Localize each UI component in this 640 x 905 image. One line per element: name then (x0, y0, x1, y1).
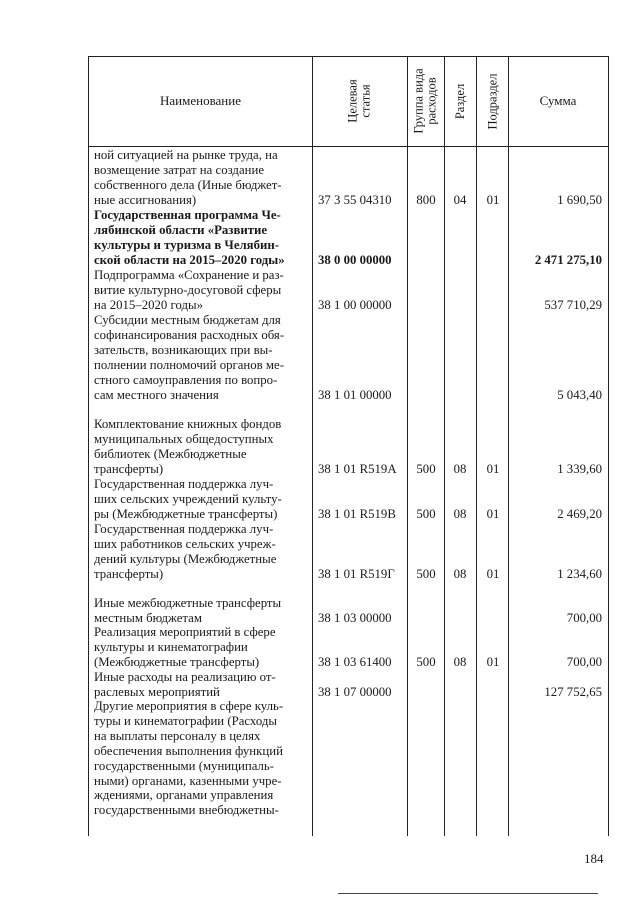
row-sum: 1 234,60 (557, 566, 602, 581)
row-name: Подпрограмма «Сохранение и раз- витие культурно-досуговой сферы на 2015–2020 годы» (94, 268, 284, 312)
col-divider-name (312, 56, 313, 836)
row-sum: 537 710,29 (544, 297, 602, 312)
page-number: 184 (584, 851, 604, 866)
row-name: Государственная поддержка луч- ших работников сельских учреж- дений культуры (Межбюджетные трансферты) (94, 522, 277, 581)
row-subsection: 01 (486, 566, 500, 581)
header-name (88, 56, 313, 146)
row-code: 38 1 00 00000 (318, 297, 392, 312)
header-code-line1: Целевая (346, 79, 360, 123)
col-divider-section (476, 56, 477, 836)
row-name: Другие мероприятия в сфере куль- туры и кинематографии (Расходы на выплаты персоналу в целях обеспечения выполнения функций государственными (муниципаль- ными) органами, казенными учре- ждениями, органами управления государственными внебюджетны- (94, 699, 284, 818)
row-sum: 127 752,65 (544, 684, 602, 699)
row-code: 38 1 01 00000 (318, 387, 392, 402)
row-name: Государственная поддержка луч- ших сельских учреждений культу- ры (Межбюджетные трансферты) (94, 477, 282, 521)
row-subsection: 01 (486, 461, 500, 476)
header-group-text (413, 68, 439, 133)
row-code: 37 3 55 04310 (318, 192, 392, 207)
row-group: 500 (416, 566, 436, 581)
header-subsection-text: Подраздел (485, 73, 499, 129)
row-code: 38 1 01 R519В (318, 506, 396, 521)
row-name: Субсидии местным бюджетам для софинансирования расходных обя- зательств, возникающих при вы- полнении полномочий органов ме- стного самоуправления по вопро- сам местного значения (94, 313, 285, 402)
row-code: 38 1 03 61400 (318, 654, 392, 669)
row-sum: 2 471 275,10 (534, 252, 602, 267)
row-sum: 700,00 (566, 610, 602, 625)
row-name: Комплектование книжных фондов муниципальных общедоступных библиотек (Межбюджетные трансферты) (94, 417, 282, 476)
row-name: ной ситуацией на рынке труда, на возмещение затрат на создание собственного дела (Иные бюджет- ные ассигнования) (94, 148, 282, 207)
row-section: 04 (453, 192, 467, 207)
col-divider-subsection (508, 56, 509, 836)
row-code: 38 1 01 R519А (318, 461, 397, 476)
row-group: 500 (416, 654, 436, 669)
row-name: Иные расходы на реализацию от- раслевых мероприятий (94, 670, 276, 699)
row-section: 08 (453, 566, 467, 581)
row-group: 500 (416, 506, 436, 521)
header-group-line1: Группа вида (412, 68, 427, 134)
row-code: 38 1 07 00000 (318, 684, 392, 699)
row-section: 08 (453, 654, 467, 669)
header-code-line2: статья (359, 84, 373, 118)
row-group: 800 (416, 192, 436, 207)
row-group: 500 (416, 461, 436, 476)
row-section: 08 (453, 506, 467, 521)
header-name-text: Наименование (160, 93, 241, 108)
col-divider-group (444, 56, 445, 836)
row-name: Реализация мероприятий в сфере культуры и кинематографии (Межбюджетные трансферты) (94, 625, 276, 669)
row-sum: 1 339,60 (557, 461, 602, 476)
row-code: 38 0 00 00000 (318, 252, 392, 267)
header-code (313, 56, 407, 146)
header-group (408, 56, 444, 146)
header-section (445, 56, 476, 146)
table-right-border (608, 56, 609, 836)
header-subsection (477, 56, 508, 146)
row-name: Государственная программа Че- лябинской области «Развитие культуры и туризма в Челябин- ской области на 2015–2020 годы» (94, 208, 285, 267)
header-sum (508, 56, 608, 146)
row-sum: 1 690,50 (557, 192, 602, 207)
row-subsection: 01 (486, 506, 500, 521)
row-sum: 2 469,20 (557, 506, 602, 521)
row-sum: 700,00 (566, 654, 602, 669)
header-sum-text: Сумма (539, 93, 577, 108)
table-left-border (88, 56, 89, 836)
header-section-text: Раздел (453, 83, 468, 119)
row-name: Иные межбюджетные трансферты местным бюджетам (94, 596, 282, 625)
row-code: 38 1 01 R519Г (318, 566, 395, 581)
row-subsection: 01 (486, 654, 500, 669)
row-code: 38 1 03 00000 (318, 610, 392, 625)
row-subsection: 01 (486, 192, 500, 207)
row-section: 08 (453, 461, 467, 476)
header-bottom-border (88, 146, 609, 147)
footer-line (338, 893, 598, 894)
header-group-line2: расходов (425, 77, 440, 125)
row-sum: 5 043,40 (557, 387, 602, 402)
col-divider-code (407, 56, 408, 836)
header-code-text (347, 79, 373, 122)
